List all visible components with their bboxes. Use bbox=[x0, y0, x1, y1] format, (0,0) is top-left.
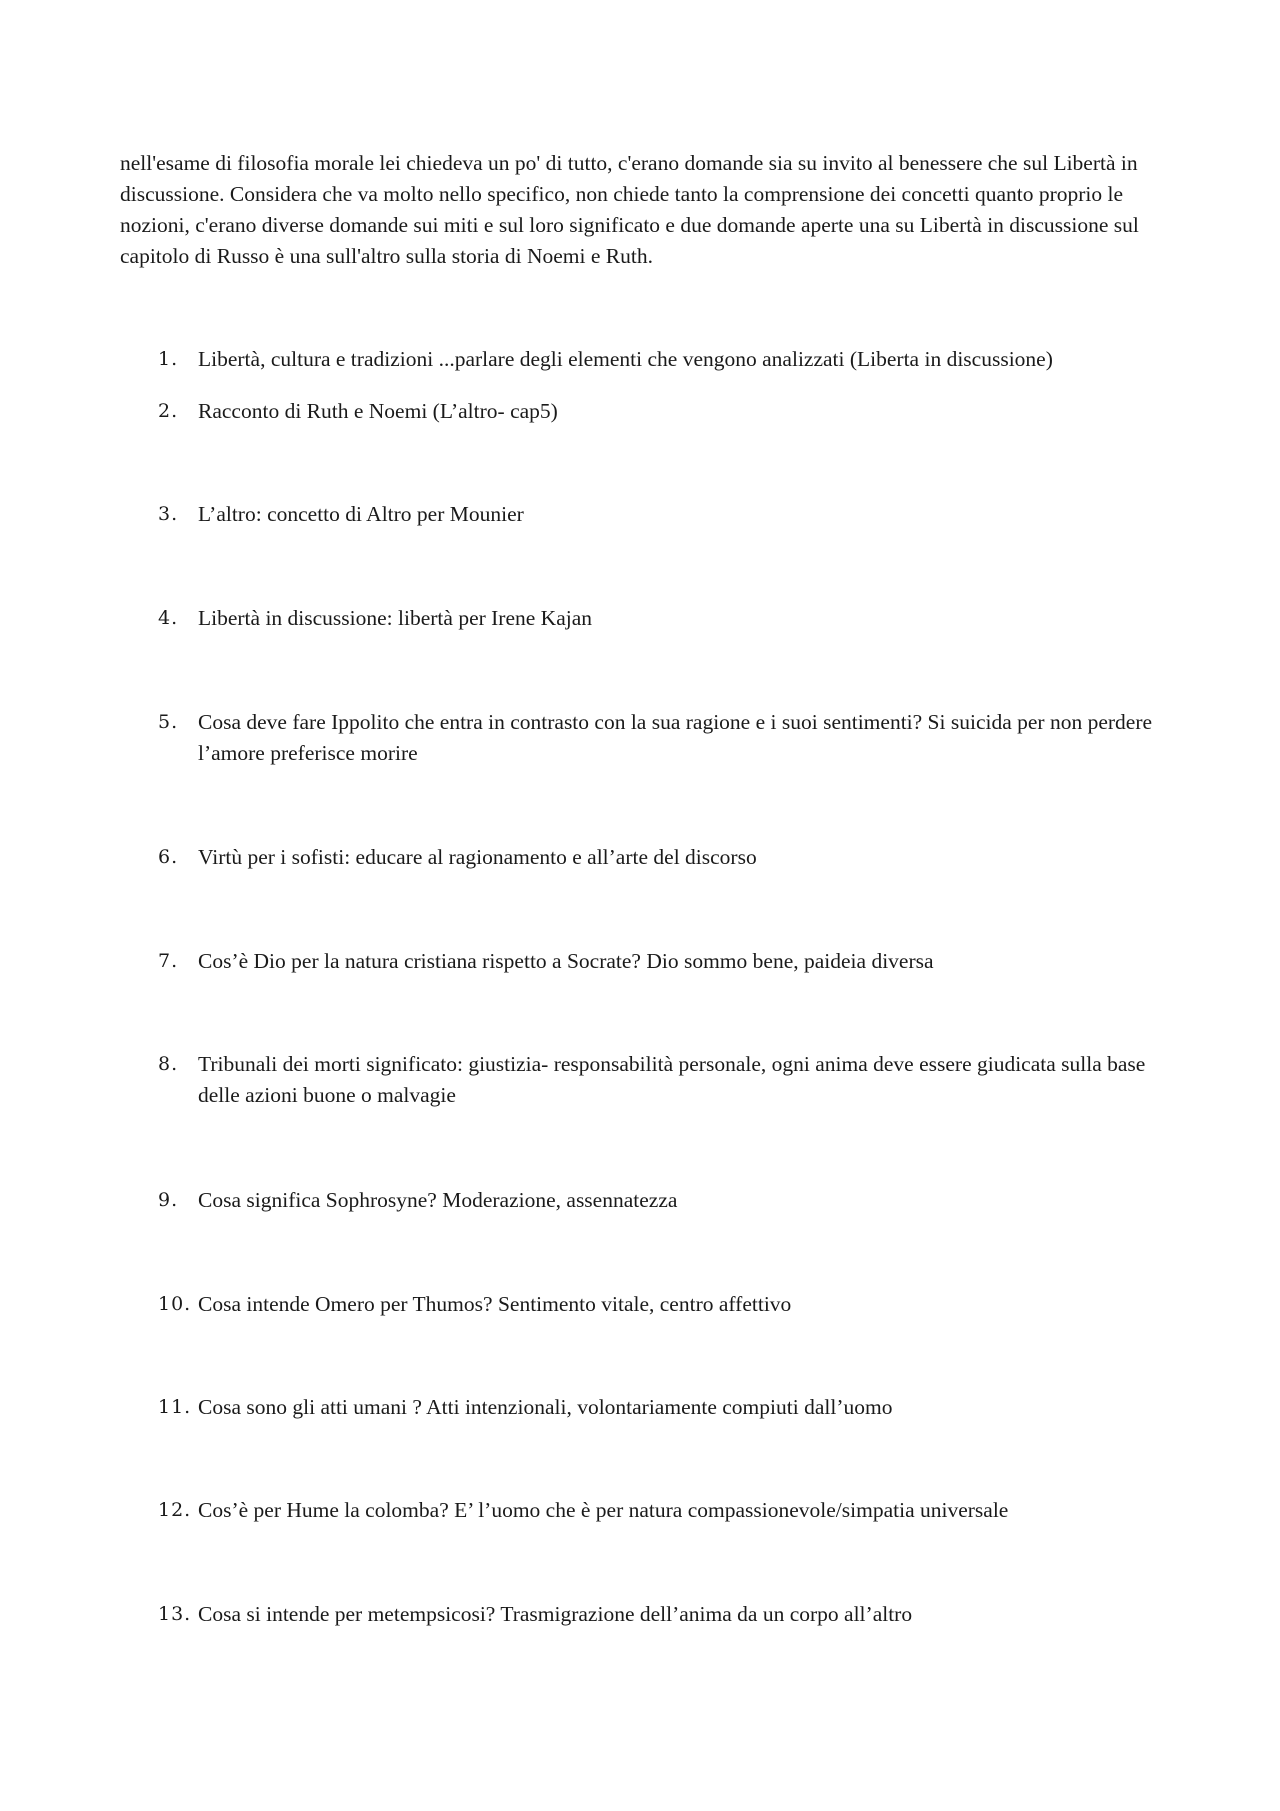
question-number: 8. bbox=[158, 1053, 179, 1075]
question-text: Cos’è Dio per la natura cristiana rispetto a Socrate? Dio sommo bene, paideia diversa bbox=[198, 949, 934, 973]
question-text: Cosa deve fare Ippolito che entra in contrasto con la sua ragione e i suoi sentimenti? Si suicida per non perdere l’amore preferisce morire bbox=[198, 710, 1153, 765]
question-item bbox=[158, 946, 1168, 977]
question-number: 10. bbox=[158, 1293, 192, 1315]
question-text: Cos’è per Hume la colomba? E’ l’uomo che è per natura compassionevole/simpatia universale bbox=[198, 1498, 1009, 1522]
question-text: Cosa sono gli atti umani ? Atti intenzionali, volontariamente compiuti dall’uomo bbox=[198, 1395, 893, 1419]
question-number: 7. bbox=[158, 950, 179, 972]
question-number: 3. bbox=[158, 503, 179, 525]
question-item bbox=[158, 499, 1168, 530]
question-text: Virtù per i sofisti: educare al ragionamento e all’arte del discorso bbox=[198, 845, 757, 869]
question-item bbox=[158, 603, 1168, 634]
question-number: 13. bbox=[158, 1603, 192, 1625]
question-number: 11. bbox=[158, 1396, 192, 1418]
question-text: Racconto di Ruth e Noemi (L’altro- cap5) bbox=[198, 399, 558, 423]
question-item bbox=[158, 1289, 1168, 1320]
intro-paragraph: nell'esame di filosofia morale lei chiedeva un po' di tutto, c'erano domande sia su invito al benessere che sul Libertà in discussione. Considera che va molto nello specifico, non chiede tanto la comprensione dei concetti quanto proprio le nozioni, c'erano diverse domande sui miti e sul loro significato e due domande aperte una su Libertà in discussione sul capitolo di Russo è una sull'altro sulla storia di Noemi e Ruth. bbox=[120, 151, 1139, 268]
question-text: Tribunali dei morti significato: giustizia- responsabilità personale, ogni anima deve essere giudicata sulla base delle azioni buone o malvagie bbox=[198, 1052, 1146, 1107]
question-number: 4. bbox=[158, 607, 179, 629]
question-item bbox=[158, 707, 1168, 769]
question-text: Cosa si intende per metempsicosi? Trasmigrazione dell’anima da un corpo all’altro bbox=[198, 1602, 913, 1626]
question-item bbox=[158, 396, 1168, 427]
question-number: 5. bbox=[158, 711, 179, 733]
question-item bbox=[158, 344, 1168, 375]
question-text: Libertà, cultura e tradizioni ...parlare degli elementi che vengono analizzati (Liberta in discussione) bbox=[198, 347, 1053, 371]
question-text: Cosa significa Sophrosyne? Moderazione, assennatezza bbox=[198, 1188, 678, 1212]
question-item bbox=[158, 1049, 1168, 1111]
question-number: 9. bbox=[158, 1189, 179, 1211]
question-item bbox=[158, 1392, 1168, 1423]
question-item bbox=[158, 842, 1168, 873]
question-number: 2. bbox=[158, 400, 179, 422]
question-number: 6. bbox=[158, 846, 179, 868]
question-item bbox=[158, 1185, 1168, 1216]
question-number: 12. bbox=[158, 1499, 192, 1521]
question-text: L’altro: concetto di Altro per Mounier bbox=[198, 502, 524, 526]
question-text: Cosa intende Omero per Thumos? Sentimento vitale, centro affettivo bbox=[198, 1292, 792, 1316]
question-item bbox=[158, 1495, 1168, 1526]
question-number: 1. bbox=[158, 348, 179, 370]
question-text: Libertà in discussione: libertà per Irene Kajan bbox=[198, 606, 593, 630]
question-item bbox=[158, 1599, 1168, 1630]
